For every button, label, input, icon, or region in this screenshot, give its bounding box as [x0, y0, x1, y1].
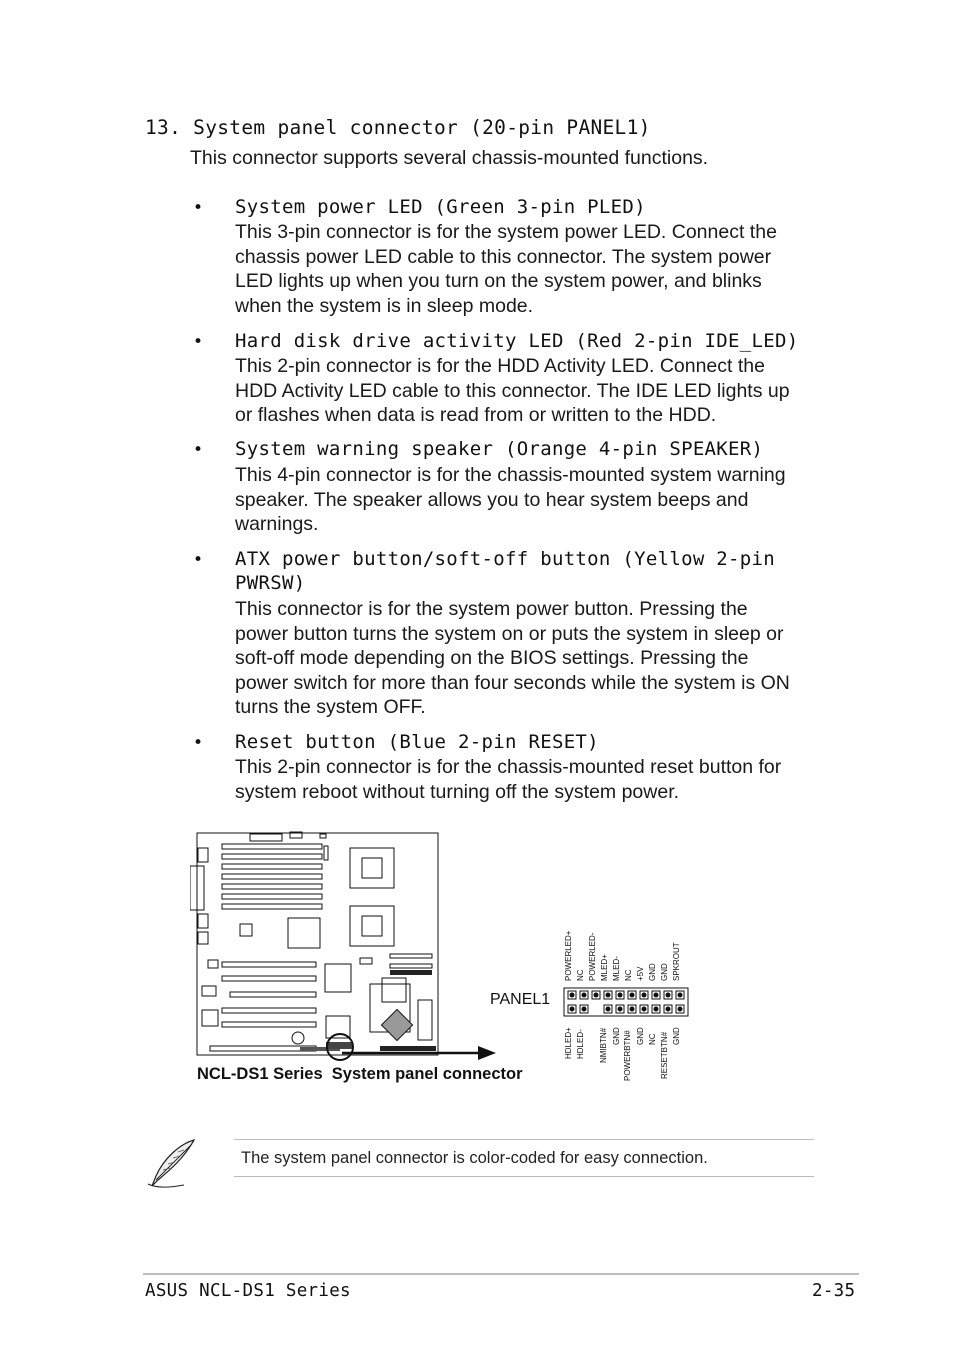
section-intro: This connector supports several chassis-mounted functions. — [190, 147, 709, 169]
text-line: This 3-pin connector is for the system power LED. Connect the — [235, 221, 777, 243]
footer-rule — [143, 1273, 859, 1275]
pin-top-dot — [582, 993, 586, 997]
bullet: • — [193, 332, 204, 352]
pin-label-top: POWERLED- — [588, 932, 597, 981]
pin-label-top: NC — [576, 969, 585, 981]
pin-label-top: POWERLED+ — [564, 930, 573, 981]
pin-top-dot — [654, 993, 658, 997]
text-line: speaker. The speaker allows you to hear system beeps and — [235, 488, 749, 511]
bullet: • — [193, 198, 204, 218]
pin-bottom-dot — [642, 1007, 646, 1011]
item-heading-reset: Reset button (Blue 2-pin RESET) — [235, 731, 599, 753]
pin-bottom-dot — [606, 1007, 610, 1011]
pin-label-top: GND — [660, 963, 669, 981]
text-line: warnings. — [235, 513, 319, 535]
pin-bottom-dot — [654, 1007, 658, 1011]
pin-label-bottom: GND — [612, 1027, 621, 1045]
item-heading-speaker: System warning speaker (Orange 4-pin SPEAKER) — [235, 438, 764, 460]
note-bottom-rule — [234, 1176, 814, 1177]
item-body-ideled — [235, 354, 790, 428]
item-body-pled — [235, 220, 777, 318]
text-line: chassis power LED cable to this connector. The system power — [235, 245, 772, 268]
pin-label-top: MLED+ — [600, 954, 609, 981]
text-line: or flashes when data is read from or written to the HDD. — [235, 404, 717, 426]
pin-top-dot — [678, 993, 682, 997]
pin-bottom-dot — [678, 1007, 682, 1011]
pin-bottom-dot — [666, 1007, 670, 1011]
feather-pen-icon — [144, 1138, 200, 1190]
pin-top-dot — [630, 993, 634, 997]
text-line: LED lights up when you turn on the system power, and blinks — [235, 270, 762, 292]
item-heading-pwrsw: ATX power button/soft-off button (Yellow 2-pin — [235, 548, 775, 570]
bullet: • — [193, 440, 204, 460]
section-title: 13. System panel connector (20-pin PANEL1) — [145, 116, 651, 139]
item-heading-pled: System power LED (Green 3-pin PLED) — [235, 196, 646, 218]
pin-label-top: MLED- — [612, 956, 621, 981]
pin-label-bottom: GND — [636, 1027, 645, 1045]
text-line: when the system is in sleep mode. — [235, 294, 534, 317]
item-body-pwrsw — [235, 597, 790, 720]
item-body-reset — [235, 755, 781, 804]
item-body-speaker — [235, 463, 786, 537]
text-line: HDD Activity LED cable to this connector. The IDE LED lights up — [235, 379, 790, 402]
text-line: system reboot without turning off the system power. — [235, 780, 680, 803]
pin-label-top: +5V — [636, 966, 645, 981]
item-heading-pwrsw-cont: PWRSW) — [235, 572, 306, 594]
diagram-caption: NCL-DS1 Series System panel connector — [197, 1065, 523, 1083]
note-top-rule — [234, 1139, 814, 1140]
pin-label-bottom: RESETBTN# — [660, 1031, 669, 1079]
text-line: power button turns the system on or puts the system in sleep or — [235, 622, 784, 645]
text-line: power switch for more than four seconds while the system is ON — [235, 671, 790, 694]
pin-label-bottom: HDLED+ — [564, 1027, 573, 1059]
text-line: This 2-pin connector is for the HDD Activity LED. Connect the — [235, 355, 765, 377]
pin-top-dot — [606, 993, 610, 997]
pin-label-top: NC — [624, 969, 633, 981]
pin-top-dot — [642, 993, 646, 997]
motherboard-diagram — [190, 828, 510, 1064]
panel1-label: PANEL1 — [490, 991, 551, 1008]
pin-label-top: SPKROUT — [672, 942, 681, 981]
bullet: • — [193, 733, 204, 753]
note-text: The system panel connector is color-coded for easy connection. — [241, 1149, 708, 1167]
pin-top-dot — [666, 993, 670, 997]
pin-top-dot — [594, 993, 598, 997]
pin-bottom-dot — [582, 1007, 586, 1011]
item-heading-ideled: Hard disk drive activity LED (Red 2-pin IDE_LED) — [235, 330, 799, 352]
text-line: soft-off mode depending on the BIOS settings. Pressing the — [235, 647, 749, 669]
text-line: This 4-pin connector is for the chassis-mounted system warning — [235, 464, 786, 486]
pin-label-bottom: HDLED- — [576, 1029, 585, 1059]
bullet: • — [193, 550, 204, 570]
pin-top-dot — [618, 993, 622, 997]
pin-label-bottom: NMIBTN# — [599, 1027, 608, 1063]
text-line: turns the system OFF. — [235, 696, 426, 718]
pin-bottom-dot — [630, 1007, 634, 1011]
pin-label-bottom: NC — [648, 1033, 657, 1045]
pin-label-top: GND — [648, 963, 657, 981]
pin-label-bottom: POWERBTN# — [623, 1030, 632, 1081]
footer-title: ASUS NCL-DS1 Series — [145, 1281, 351, 1301]
page-number: 2-35 — [812, 1281, 856, 1301]
text-line: This 2-pin connector is for the chassis-mounted reset button for — [235, 756, 782, 778]
pin-top-dot — [570, 993, 574, 997]
pin-bottom-dot — [570, 1007, 574, 1011]
pin-bottom-dot — [618, 1007, 622, 1011]
text-line: This connector is for the system power button. Pressing the — [235, 598, 748, 620]
panel1-pin-header — [562, 986, 690, 1018]
pin-label-bottom: GND — [672, 1027, 681, 1045]
